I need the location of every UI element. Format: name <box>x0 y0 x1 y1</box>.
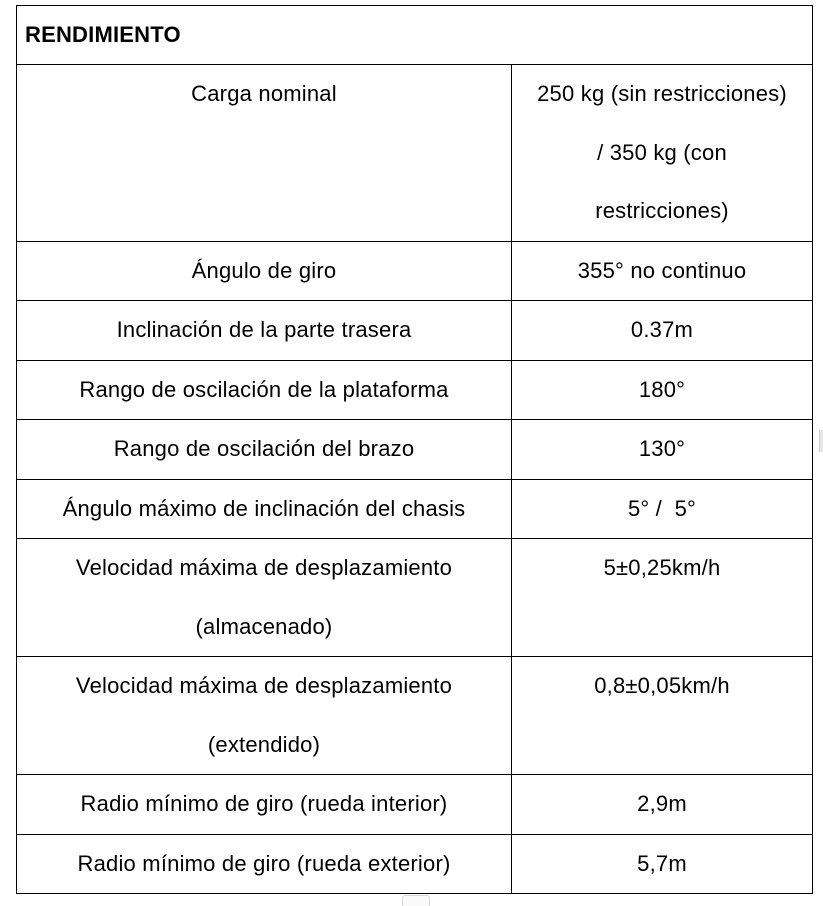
spec-value <box>512 301 813 361</box>
spec-value-line: 0.37m <box>630 317 694 342</box>
spec-label <box>17 360 512 420</box>
spec-value-line: 130° <box>638 436 686 461</box>
spec-value <box>512 420 813 480</box>
spec-label-line: Ángulo máximo de inclinación del chasis <box>62 495 466 521</box>
spec-label-line: (almacenado) <box>195 613 333 639</box>
spec-value-line: 5,7m <box>637 850 687 876</box>
spec-value <box>512 834 813 894</box>
spec-value <box>512 657 813 775</box>
spec-label-line: (extendido) <box>207 731 321 757</box>
performance-spec-table <box>16 5 813 894</box>
spec-label <box>17 479 512 539</box>
page-tab-handle[interactable] <box>402 895 430 906</box>
table-header-row <box>17 6 813 65</box>
spec-label-line: Velocidad máxima de desplazamiento <box>75 673 453 698</box>
spec-value <box>512 775 813 835</box>
spec-value-line: 0,8±0,05km/h <box>594 673 730 698</box>
scroll-marker[interactable] <box>819 430 823 452</box>
table-row <box>17 360 813 420</box>
spec-value-line: restricciones) <box>595 198 729 223</box>
spec-label-line: Inclinación de la parte trasera <box>116 317 412 342</box>
spec-label-line: Carga nominal <box>191 81 337 106</box>
spec-label-line: Velocidad máxima de desplazamiento <box>75 555 453 580</box>
table-row <box>17 775 813 835</box>
spec-label <box>17 657 512 775</box>
spec-value <box>512 360 813 420</box>
spec-label <box>17 834 512 894</box>
spec-value-line: 250 kg (sin restricciones) <box>537 81 787 106</box>
spec-label-line: Radio mínimo de giro (rueda exterior) <box>77 850 451 876</box>
spec-value-line: 5±0,25km/h <box>603 555 721 580</box>
table-row <box>17 420 813 480</box>
spec-label <box>17 775 512 835</box>
spec-label-line: Radio mínimo de giro (rueda interior) <box>80 791 448 816</box>
spec-label <box>17 65 512 242</box>
table-row <box>17 539 813 657</box>
table-row <box>17 657 813 775</box>
spec-value <box>512 65 813 242</box>
spec-value-line: 355° no continuo <box>577 257 747 283</box>
table-row <box>17 241 813 301</box>
spec-label <box>17 539 512 657</box>
spec-label <box>17 420 512 480</box>
spec-label-line: Rango de oscilación del brazo <box>113 436 415 461</box>
spec-label <box>17 241 512 301</box>
spec-value-line: 5° / 5° <box>627 495 697 521</box>
spec-value-line: / 350 kg (con <box>597 139 727 165</box>
spec-label-line: Ángulo de giro <box>191 257 337 283</box>
spec-value <box>512 479 813 539</box>
table-row <box>17 479 813 539</box>
spec-value <box>512 241 813 301</box>
table-title: RENDIMIENTO <box>17 6 813 65</box>
table-row <box>17 65 813 242</box>
spec-label <box>17 301 512 361</box>
table-row <box>17 301 813 361</box>
spec-label-line: Rango de oscilación de la plataforma <box>79 376 449 402</box>
spec-value-line: 180° <box>638 376 686 402</box>
spec-value <box>512 539 813 657</box>
table-row <box>17 834 813 894</box>
spec-value-line: 2,9m <box>637 791 687 816</box>
